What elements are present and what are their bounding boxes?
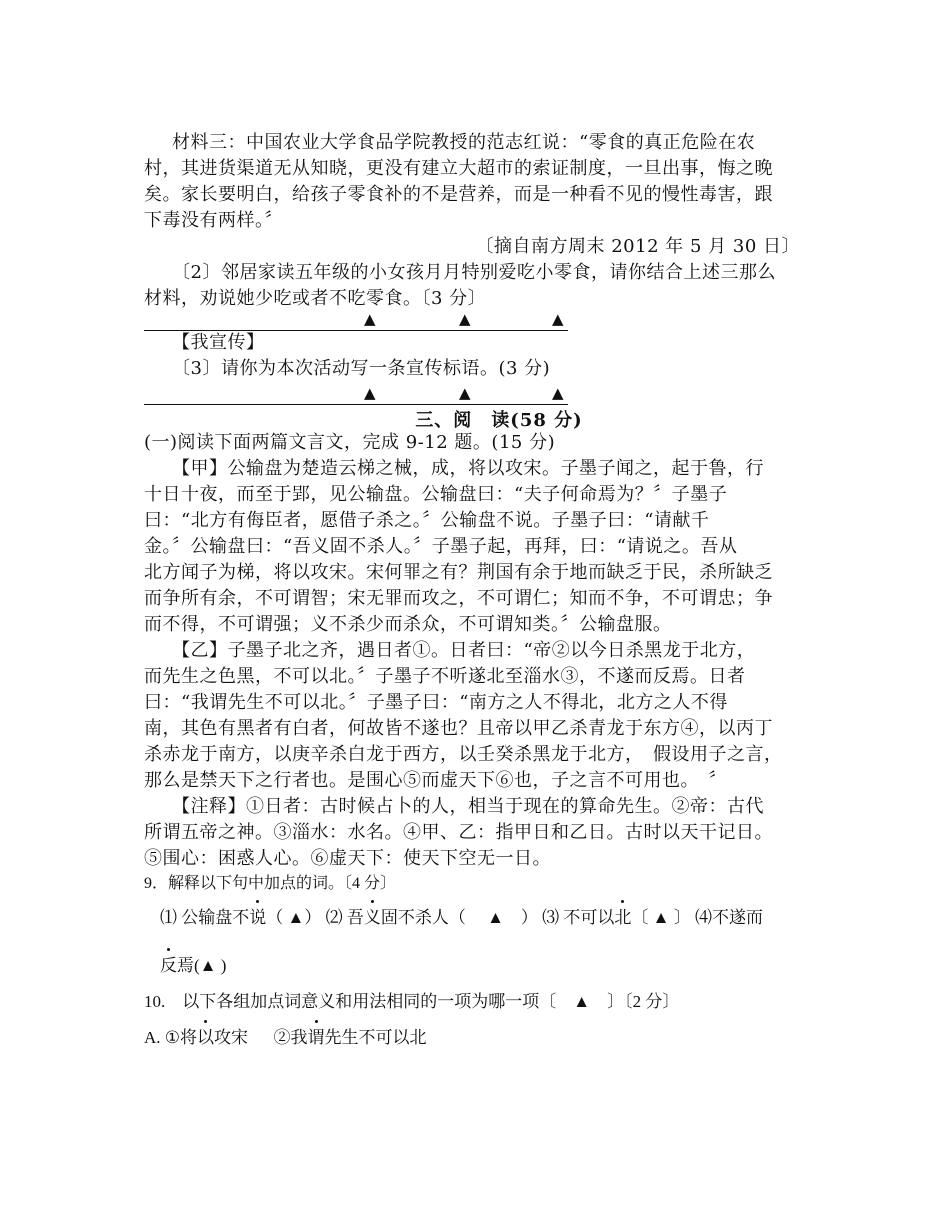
answer-line-q2[interactable] <box>144 310 568 331</box>
passage-yi-line: 曰：“我谓先生不可以北。〞子墨子曰：“南方之人不得北，北方之人不得 <box>144 692 728 713</box>
passage-yi-line: 而先生之色黑，不可以北。〞子墨子不听遂北至淄水③，不遂而反焉。日者 <box>144 666 746 687</box>
question-10-option-a: A. ①将以攻宋 ②我谓先生不可以北 <box>144 1026 427 1050</box>
passage-yi-line: 南，其色有黑者有白者，何故皆不遂也？且帝以甲乙杀青龙于东方④，以丙丁 <box>144 718 773 739</box>
question-2: 〔2〕邻居家读五年级的小女孩月月特别爱吃小零食，请你结合上述三那么 <box>172 262 776 283</box>
dotted-char: 说 <box>249 906 266 930</box>
passage-jia-line: 而争所有余，不可谓智；宋无罪而攻之，不可谓仁；知而不争，不可谓忠；争 <box>144 588 773 609</box>
answer-marker: ▲ <box>552 384 564 402</box>
material3-line: 矣。家长要明白，给孩子零食补的不是营养，而是一种看不见的慢性毒害，跟 <box>144 184 773 205</box>
question-2: 材料，劝说她少吃或者不吃零食。〔3 分〕 <box>144 288 487 309</box>
answer-marker: ▲ <box>552 310 564 328</box>
question-3: 〔3〕请你为本次活动写一条宣传标语。(3 分) <box>172 358 551 379</box>
promo-title: 【我宣传】 <box>172 332 265 353</box>
section-3-intro: (一)阅读下面两篇文言文，完成 9-12 题。(15 分) <box>144 432 556 453</box>
question-10-title: 10. 以下各组加点词意义和用法相同的一项为哪一项〔 ▲ 〕〔2 分〕 <box>144 992 680 1011</box>
question-9-title: 9．解释以下句中加点的词。〔4 分〕 <box>144 875 397 892</box>
q9-item-1: ⑴ 公输盘不说（ ▲） <box>160 908 321 927</box>
answer-line-q3[interactable] <box>144 384 568 405</box>
material3-source: 〔摘自南方周末 2012 年 5 月 30 日〕 <box>475 236 800 257</box>
passage-jia-line: 曰：“北方有侮臣者，愿借子杀之。〞公输盘不说。子墨子曰：“请献千 <box>144 510 710 531</box>
answer-marker: ▲ <box>364 384 376 402</box>
passage-jia-line: 金。〞公输盘曰：“吾义固不杀人。〞子墨子起，再拜，曰：“请说之。吾从 <box>144 536 738 557</box>
material3-line: 材料三：中国农业大学食品学院教授的范志红说：“零食的真正危险在农 <box>172 132 756 153</box>
answer-marker: ▲ <box>364 310 376 328</box>
passage-jia-line: 而不得，不可谓强；义不杀少而杀众，不可谓知类。〞公输盘服。 <box>144 614 672 635</box>
notes-line: 【注释】①日者：古时候占卜的人，相当于现在的算命先生。②帝：古代 <box>172 796 764 817</box>
dotted-char: 以 <box>197 1026 214 1050</box>
passage-jia-line: 【甲】公输盘为楚造云梯之械，成，将以攻宋。子墨子闻之，起于鲁，行 <box>172 458 764 479</box>
dotted-char: 义 <box>364 906 381 930</box>
answer-marker: ▲ <box>459 384 471 402</box>
material3-line: 村，其进货渠道无从知晓，更没有建立大超市的索证制度，一旦出事，悔之晚 <box>144 158 773 179</box>
passage-yi-line: 杀赤龙于南方，以庚辛杀白龙于西方，以壬癸杀黑龙于北方， 假设用子之言， <box>144 744 783 765</box>
passage-yi-line: 【乙】子墨子北之齐，遇日者①。日者曰：“帝②以今日杀黑龙于北方， <box>172 640 756 661</box>
question-9-items <box>160 906 763 930</box>
dotted-char: 北 <box>614 906 631 930</box>
question-9-item-4-cont: 反焉(▲ ) <box>160 954 226 978</box>
material3-line: 下毒没有两样。〞 <box>144 210 283 231</box>
notes-line: ⑤围心：困惑人心。⑥虚天下：使天下空无一日。 <box>144 848 551 869</box>
notes-line: 所谓五帝之神。③淄水：水名。④甲、乙：指甲日和乙日。古时以天干记日。 <box>144 822 773 843</box>
passage-yi-line: 那么是禁天下之行者也。是围心⑤而虚天下⑥也，子之言不可用也。 〞 <box>144 770 727 791</box>
q9-item-2: ⑵ 吾义固不杀人（ ▲ ） <box>326 908 538 927</box>
section-3-heading: 三、阅 读(58 分) <box>415 410 583 431</box>
passage-jia-line: 十日十夜，而至于郢，见公输盘。公输盘曰：“夫子何命焉为？〞子墨子 <box>144 484 728 505</box>
answer-marker: ▲ <box>459 310 471 328</box>
q9-item-3: ⑶ 不可以北〔 ▲ 〕 <box>542 908 691 927</box>
dotted-char: 反 <box>160 954 177 978</box>
passage-jia-line: 北方闻子为梯，将以攻宋。宋何罪之有？荆国有余于地而缺乏于民，杀所缺乏 <box>144 562 773 583</box>
dotted-char: 谓 <box>308 1026 325 1050</box>
q9-item-4: ⑷不遂而 <box>694 908 763 927</box>
